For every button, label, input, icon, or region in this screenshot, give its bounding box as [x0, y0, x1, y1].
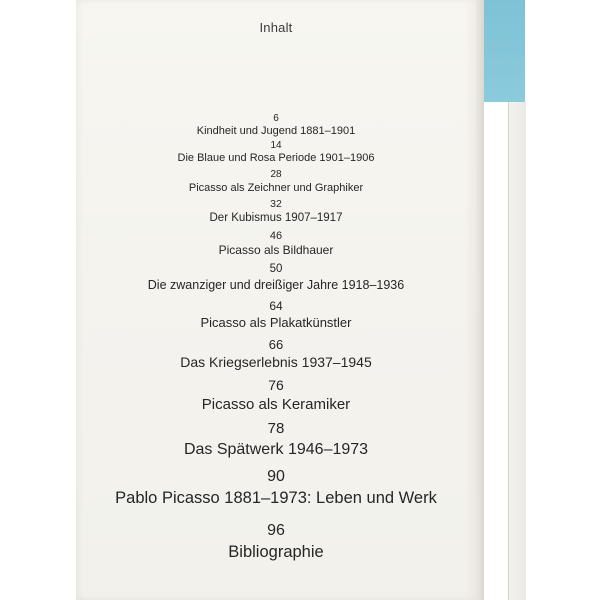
toc-page-number: 66: [268, 337, 284, 352]
toc-page-number: 64: [269, 299, 283, 313]
toc-chapter-title: Die Blaue und Rosa Periode 1901–1906: [177, 152, 375, 164]
toc-page-number: 32: [270, 198, 282, 210]
toc-page-number: 78: [267, 420, 285, 437]
toc-entry-7: [76, 298, 476, 331]
toc-entry-8: [76, 336, 476, 371]
toc-page-number: 28: [270, 169, 282, 180]
toc-entry-9: [76, 376, 476, 415]
toc-page-number: 90: [267, 468, 285, 485]
toc-chapter-title: Die zwanziger und dreißiger Jahre 1918–1936: [147, 278, 405, 292]
toc-page-number: 6: [273, 113, 279, 124]
toc-chapter-title: Picasso als Keramiker: [201, 396, 351, 413]
toc-chapter-title: Picasso als Bildhauer: [218, 243, 334, 257]
toc-entry-11: [76, 466, 476, 510]
toc-entry-10: [76, 419, 476, 461]
toc-chapter-title: Das Spätwerk 1946–1973: [183, 441, 369, 458]
toc-entry-2: [76, 140, 476, 165]
toc-chapter-title: Picasso als Plakatkünstler: [200, 315, 352, 330]
toc-page-number: 46: [269, 230, 283, 242]
toc-chapter-title: Picasso als Zeichner und Graphiker: [188, 182, 364, 194]
toc-page-number: 76: [268, 377, 284, 393]
page-stack-edge: [508, 102, 526, 600]
toc-chapter-title: Pablo Picasso 1881–1973: Leben und Werk: [115, 489, 437, 507]
toc-entry-4: [76, 198, 476, 225]
toc-chapter-title: Kindheit und Jugend 1881–1901: [196, 125, 356, 137]
toc-chapter-title: Bibliographie: [228, 543, 324, 561]
toc-entry-1: [76, 113, 476, 138]
toc-entry-3: [76, 169, 476, 195]
toc-chapter-title: Das Kriegserlebnis 1937–1945: [180, 354, 372, 370]
toc-page-number: 50: [269, 263, 283, 275]
toc-entry-5: [76, 229, 476, 258]
toc-chapter-title: Der Kubismus 1907–1917: [209, 212, 343, 224]
toc-page-number: 14: [270, 140, 282, 151]
page-heading: Inhalt: [259, 20, 293, 35]
toc-page-number: 96: [267, 522, 285, 539]
toc-entry-6: [76, 262, 476, 293]
toc-entry-12: [76, 520, 476, 564]
